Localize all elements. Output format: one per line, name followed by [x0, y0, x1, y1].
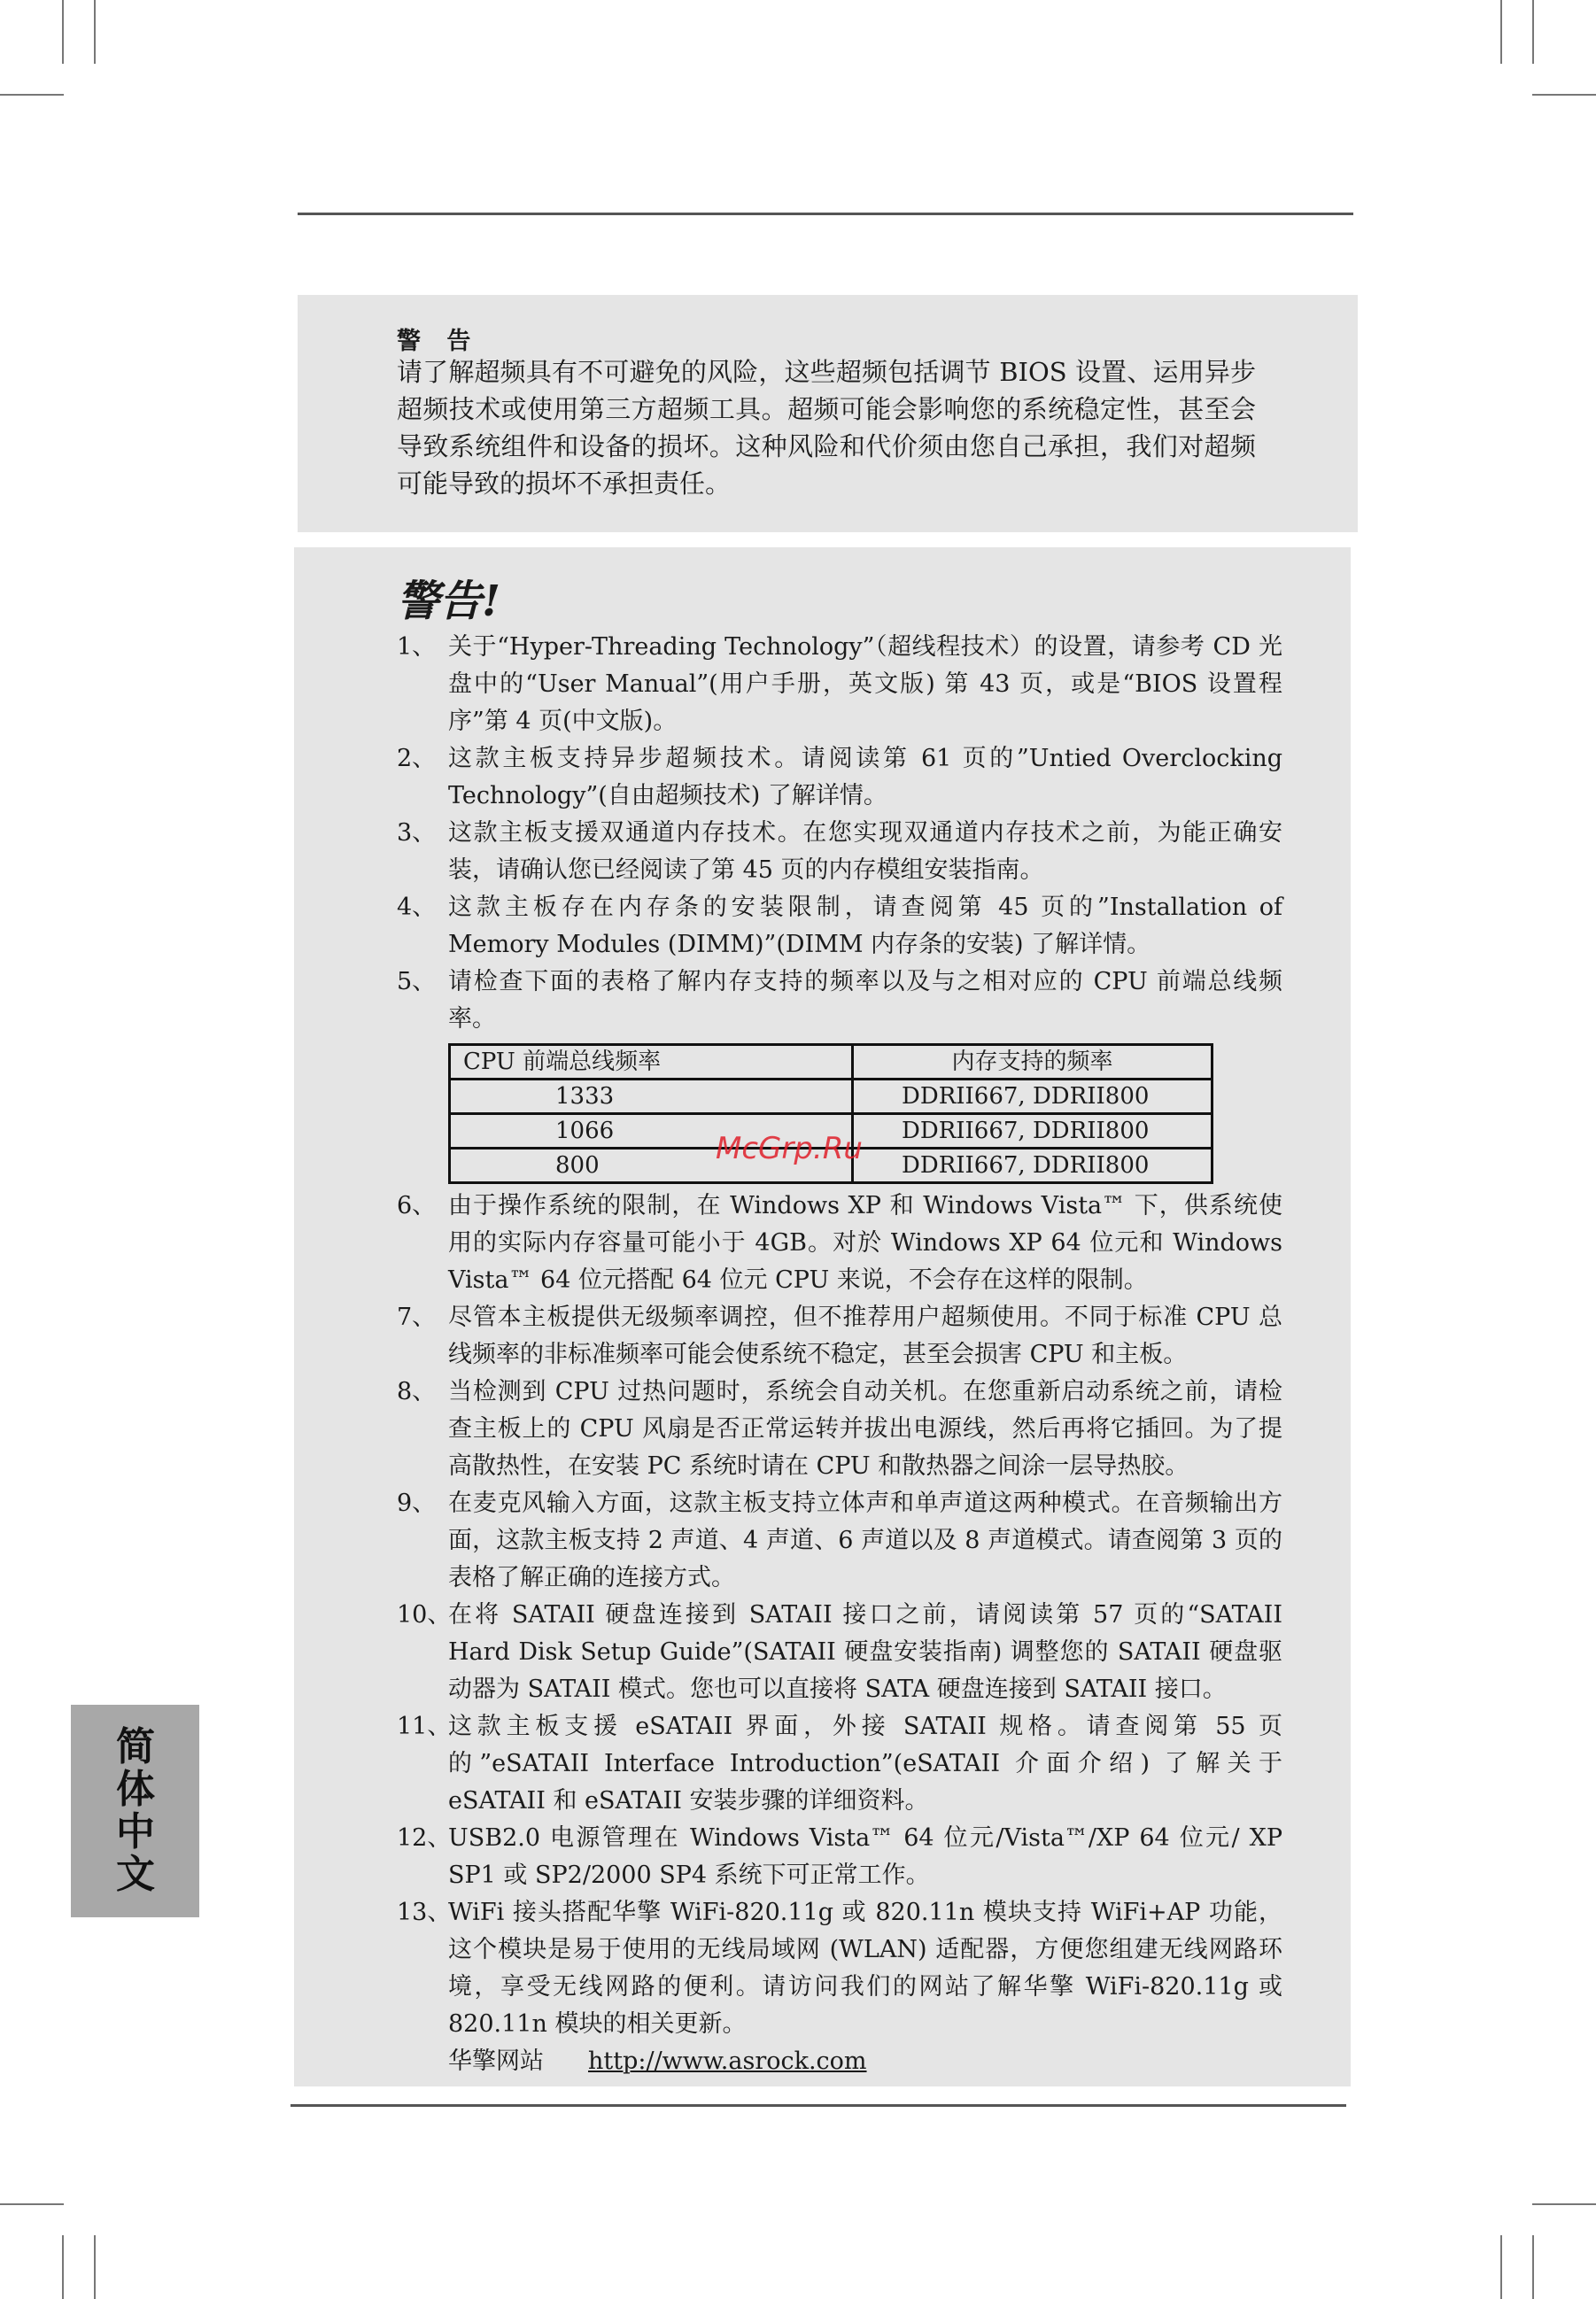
website-link[interactable]: http://www.asrock.com: [588, 2047, 867, 2075]
table-header-memory: 内存支持的频率: [853, 1045, 1212, 1080]
table-cell: DDRII667, DDRII800: [853, 1114, 1212, 1149]
overclock-warning-box: [298, 295, 1358, 532]
crop-mark: [1532, 2235, 1534, 2299]
list-item: [397, 964, 1282, 1038]
item-text: 这款主板存在内存条的安装限制，请查阅第 45 页的”Installation of Memory Modules (DIMM)”(DIMM 内存条的安装) 了解详情。: [448, 894, 1282, 958]
item-number: 5、: [397, 968, 437, 995]
crop-mark: [1532, 94, 1596, 96]
header-rule: [298, 213, 1353, 215]
item-text: 请检查下面的表格了解内存支持的频率以及与之相对应的 CPU 前端总线频率。: [448, 968, 1282, 1033]
crop-mark: [1532, 0, 1534, 64]
list-item: [397, 1894, 1282, 2043]
list-item: [397, 815, 1282, 889]
list-item: [397, 740, 1282, 815]
table-cell: 800: [450, 1149, 853, 1183]
item-number: 12、: [397, 1824, 452, 1852]
notice-heading: 警告!: [397, 577, 501, 626]
list-item: [397, 1299, 1282, 1374]
crop-mark: [1500, 2235, 1502, 2299]
item-number: 13、: [397, 1899, 452, 1926]
item-number: 6、: [397, 1192, 437, 1219]
item-number: 10、: [397, 1601, 452, 1629]
item-text: 当检测到 CPU 过热问题时，系统会自动关机。在您重新启动系统之前，请检查主板上的 CPU 风扇是否正常运转并拔出电源线，然后再将它插回。为了提高散热性，在安装 PC 系统时请在 CPU 和散热器之间涂一层导热胶。: [448, 1378, 1282, 1480]
crop-mark: [0, 2203, 64, 2205]
item-text: USB2.0 电源管理在 Windows Vista™ 64 位元/Vista™/XP 64 位元/ XP SP1 或 SP2/2000 SP4 系统下可正常工作。: [448, 1824, 1282, 1889]
crop-mark: [1500, 0, 1502, 64]
list-item: [397, 1820, 1282, 1894]
crop-mark: [0, 94, 64, 96]
language-tab: [71, 1705, 199, 1917]
list-item: [397, 1597, 1282, 1708]
warning-text: 请了解超频具有不可避免的风险，这些超频包括调节 BIOS 设置、运用异步超频技术或使用第三方超频工具。超频可能会影响您的系统稳定性，甚至会导致系统组件和设备的损坏。这种风险和代价须由您自己承担，我们对超频可能导致的损坏不承担责任。: [397, 357, 1256, 499]
item-text: 这款主板支持异步超频技术。请阅读第 61 页的”Untied Overclocking Technology”(自由超频技术) 了解详情。: [448, 745, 1282, 809]
watermark: McGrp.Ru: [716, 1131, 863, 1166]
notice-list: [397, 629, 1282, 2080]
notice-box: [294, 547, 1351, 2086]
item-text: 这款主板支援双通道内存技术。在您实现双通道内存技术之前，为能正确安装，请确认您已经阅读了第 45 页的内存模组安装指南。: [448, 819, 1282, 884]
list-item: [397, 629, 1282, 740]
item-number: 11、: [397, 1713, 452, 1740]
item-number: 4、: [397, 894, 437, 921]
website-label: 华擎网站: [448, 2047, 544, 2075]
table-cell: DDRII667, DDRII800: [853, 1080, 1212, 1114]
crop-mark: [62, 2235, 64, 2299]
item-number: 3、: [397, 819, 437, 847]
list-item: [397, 889, 1282, 964]
item-text: WiFi 接头搭配华擎 WiFi-820.11g 或 820.11n 模块支持 WiFi+AP 功能，这个模块是易于使用的无线局域网 (WLAN) 适配器，方便您组建无线网路环境，享受无线网路的便利。请访问我们的网站了解华擎 WiFi-820.11g 或 820.11n 模块的相关更新。: [448, 1899, 1282, 2038]
crop-mark: [1532, 2203, 1596, 2205]
item-number: 2、: [397, 745, 437, 772]
footer-rule: [291, 2104, 1346, 2107]
item-text: 这款主板支援 eSATAII 界面，外接 SATAII 规格。请查阅第 55 页的”eSATAII Interface Introduction”(eSATAII 介面介绍) 了解关于 eSATAII 和 eSATAII 安装步骤的详细资料。: [448, 1713, 1282, 1815]
list-item: [397, 1708, 1282, 1820]
crop-mark: [94, 0, 96, 64]
table-cell: 1066: [450, 1114, 853, 1149]
item-text: 由于操作系统的限制，在 Windows XP 和 Windows Vista™ 下，供系统使用的实际内存容量可能小于 4GB。对於 Windows XP 64 位元和 Windows Vista™ 64 位元搭配 64 位元 CPU 来说，不会存在这样的限制。: [448, 1192, 1282, 1294]
table-cell: DDRII667, DDRII800: [853, 1149, 1212, 1183]
crop-mark: [94, 2235, 96, 2299]
item-number: 1、: [397, 633, 437, 661]
list-item: [397, 1188, 1282, 1299]
item-number: 9、: [397, 1490, 437, 1517]
item-number: 7、: [397, 1304, 437, 1331]
item-text: 在麦克风输入方面，这款主板支持立体声和单声道这两种模式。在音频输出方面，这款主板支持 2 声道、4 声道、6 声道以及 8 声道模式。请查阅第 3 页的表格了解正确的连接方式。: [448, 1490, 1282, 1591]
table-cell: 1333: [450, 1080, 853, 1114]
website-line: [397, 2043, 1282, 2080]
item-text: 尽管本主板提供无级频率调控，但不推荐用户超频使用。不同于标准 CPU 总线频率的非标准频率可能会使系统不稳定，甚至会损害 CPU 和主板。: [448, 1304, 1282, 1368]
item-number: 8、: [397, 1378, 437, 1405]
list-item: [397, 1374, 1282, 1485]
item-text: 在将 SATAII 硬盘连接到 SATAII 接口之前，请阅读第 57 页的“SATAII Hard Disk Setup Guide”(SATAII 硬盘安装指南) 调整您的 SATAII 硬盘驱动器为 SATAII 模式。您也可以直接将 SATA 硬盘连接到 SATAII 接口。: [448, 1601, 1282, 1703]
item-text: 关于“Hyper-Threading Technology”（超线程技术）的设置，请参考 CD 光盘中的“User Manual”(用户手册，英文版) 第 43 页，或是“BIOS 设置程序”第 4 页(中文版)。: [448, 633, 1282, 735]
table-row: [450, 1080, 1212, 1114]
table-header-cpu: CPU 前端总线频率: [450, 1045, 853, 1080]
language-tab-label: 简体中文: [116, 1724, 155, 1897]
list-item: [397, 1485, 1282, 1597]
warning-title: 警 告: [397, 328, 480, 355]
table-header-row: [450, 1045, 1212, 1080]
crop-mark: [62, 0, 64, 64]
